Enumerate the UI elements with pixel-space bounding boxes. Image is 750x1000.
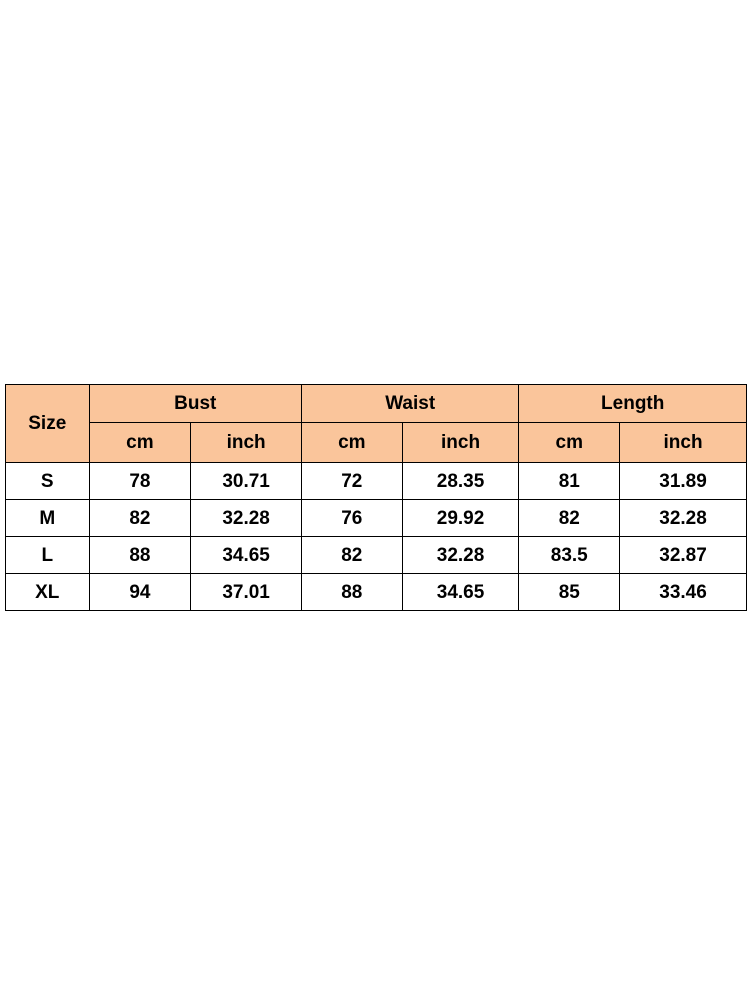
bust-inch-cell: 34.65 (191, 537, 302, 574)
bust-header: Bust (89, 385, 301, 423)
length-inch-cell: 31.89 (620, 463, 747, 500)
waist-inch-header: inch (402, 423, 519, 463)
waist-cm-cell: 72 (301, 463, 402, 500)
length-inch-cell: 32.28 (620, 500, 747, 537)
size-chart-table (5, 384, 747, 611)
length-inch-header: inch (620, 423, 747, 463)
size-cell: M (6, 500, 90, 537)
bust-inch-cell: 32.28 (191, 500, 302, 537)
bust-cm-cell: 94 (89, 574, 191, 611)
waist-header: Waist (301, 385, 518, 423)
length-cm-cell: 81 (519, 463, 620, 500)
waist-cm-cell: 88 (301, 574, 402, 611)
table-row (6, 463, 747, 500)
bust-cm-cell: 82 (89, 500, 191, 537)
size-cell: L (6, 537, 90, 574)
size-cell: XL (6, 574, 90, 611)
waist-inch-cell: 32.28 (402, 537, 519, 574)
length-header: Length (519, 385, 747, 423)
waist-inch-cell: 28.35 (402, 463, 519, 500)
length-cm-cell: 82 (519, 500, 620, 537)
bust-cm-cell: 78 (89, 463, 191, 500)
length-cm-header: cm (519, 423, 620, 463)
waist-inch-cell: 34.65 (402, 574, 519, 611)
bust-inch-cell: 30.71 (191, 463, 302, 500)
waist-inch-cell: 29.92 (402, 500, 519, 537)
waist-cm-cell: 76 (301, 500, 402, 537)
length-inch-cell: 32.87 (620, 537, 747, 574)
bust-cm-cell: 88 (89, 537, 191, 574)
length-cm-cell: 85 (519, 574, 620, 611)
length-cm-cell: 83.5 (519, 537, 620, 574)
waist-cm-cell: 82 (301, 537, 402, 574)
table-row (6, 500, 747, 537)
header-row-groups (6, 385, 747, 423)
header-row-units (6, 423, 747, 463)
bust-inch-header: inch (191, 423, 302, 463)
bust-cm-header: cm (89, 423, 191, 463)
table-row (6, 537, 747, 574)
bust-inch-cell: 37.01 (191, 574, 302, 611)
table-row (6, 574, 747, 611)
waist-cm-header: cm (301, 423, 402, 463)
size-header: Size (6, 385, 90, 463)
size-cell: S (6, 463, 90, 500)
length-inch-cell: 33.46 (620, 574, 747, 611)
